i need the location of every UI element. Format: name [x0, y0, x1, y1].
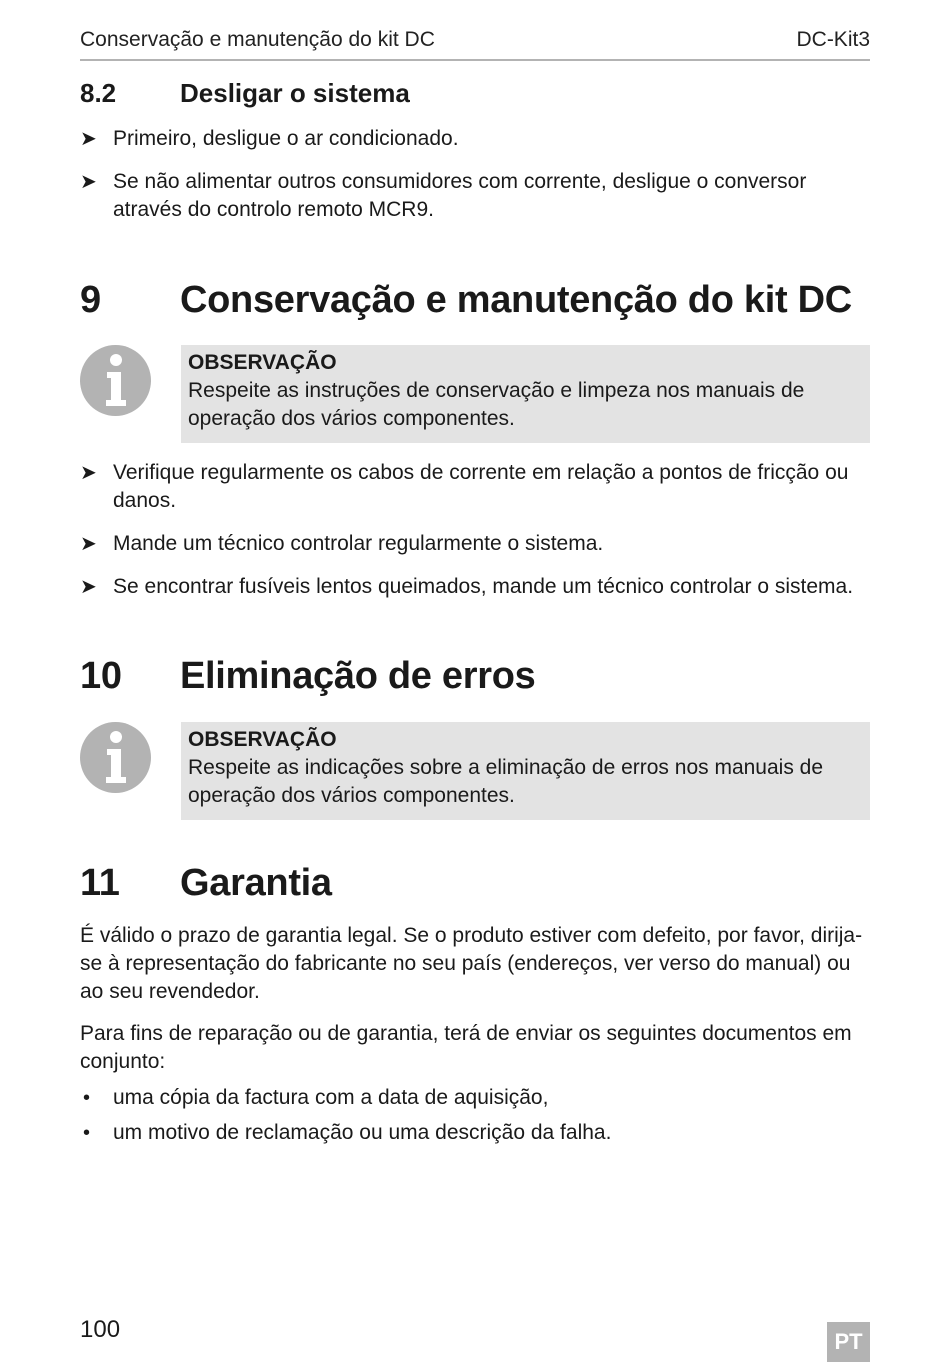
section-number: 8.2: [80, 78, 117, 108]
arrowhead-icon: ➤: [80, 576, 97, 598]
list-item: • uma cópia da factura com a data de aquisição,: [80, 1084, 870, 1112]
list-item: ➤ Mande um técnico controlar regularmente o sistema.: [80, 530, 870, 558]
list-item: ➤ Se não alimentar outros consumidores com corrente, desligue o conversor através do controlo remoto MCR9.: [80, 170, 807, 221]
language-badge: PT: [827, 1322, 870, 1362]
bullet-icon: •: [83, 1122, 91, 1144]
page-number: 100: [80, 1316, 121, 1343]
note-box: [181, 345, 870, 443]
header-section-title: Conservação e manutenção do kit DC: [80, 28, 435, 51]
info-icon: [80, 722, 151, 793]
warranty-paragraph: É válido o prazo de garantia legal. Se o produto estiver com defeito, por favor, dirija-se à representação do fabricante no seu país (endereços, ver verso do manual) ou ao seu revendedor.: [80, 924, 863, 1003]
note-label: OBSERVAÇÃO: [188, 351, 337, 374]
list-item: ➤ Primeiro, desligue o ar condicionado.: [80, 125, 870, 153]
arrowhead-icon: ➤: [80, 533, 97, 555]
list-item: ➤ Se encontrar fusíveis lentos queimados, mande um técnico controlar o sistema.: [80, 573, 870, 601]
note-box: [181, 722, 870, 820]
section-number: 9: [80, 279, 101, 321]
list-item: ➤ Verifique regularmente os cabos de corrente em relação a pontos de fricção ou danos.: [80, 461, 849, 512]
note-label: OBSERVAÇÃO: [188, 728, 337, 751]
section-title: Garantia: [180, 862, 332, 904]
section-title: Conservação e manutenção do kit DC: [180, 279, 852, 321]
section-number: 11: [80, 862, 120, 904]
bullet-icon: •: [83, 1087, 91, 1109]
note-text: Respeite as indicações sobre a eliminação de erros nos manuais de operação dos vários componentes.: [188, 756, 824, 807]
documents-paragraph: Para fins de reparação ou de garantia, terá de enviar os seguintes documentos em conjunto:: [80, 1022, 852, 1073]
page-header: [80, 28, 870, 61]
section-number: 10: [80, 655, 122, 697]
section-title: Eliminação de erros: [180, 655, 536, 697]
arrowhead-icon: ➤: [80, 128, 97, 150]
header-product-name: DC-Kit3: [796, 28, 870, 51]
info-icon: [80, 345, 151, 416]
note-text: Respeite as instruções de conservação e limpeza nos manuais de operação dos vários componentes.: [188, 379, 805, 430]
arrowhead-icon: ➤: [80, 171, 97, 193]
arrowhead-icon: ➤: [80, 462, 97, 484]
list-item: • um motivo de reclamação ou uma descrição da falha.: [80, 1119, 870, 1147]
section-title: Desligar o sistema: [180, 78, 410, 108]
